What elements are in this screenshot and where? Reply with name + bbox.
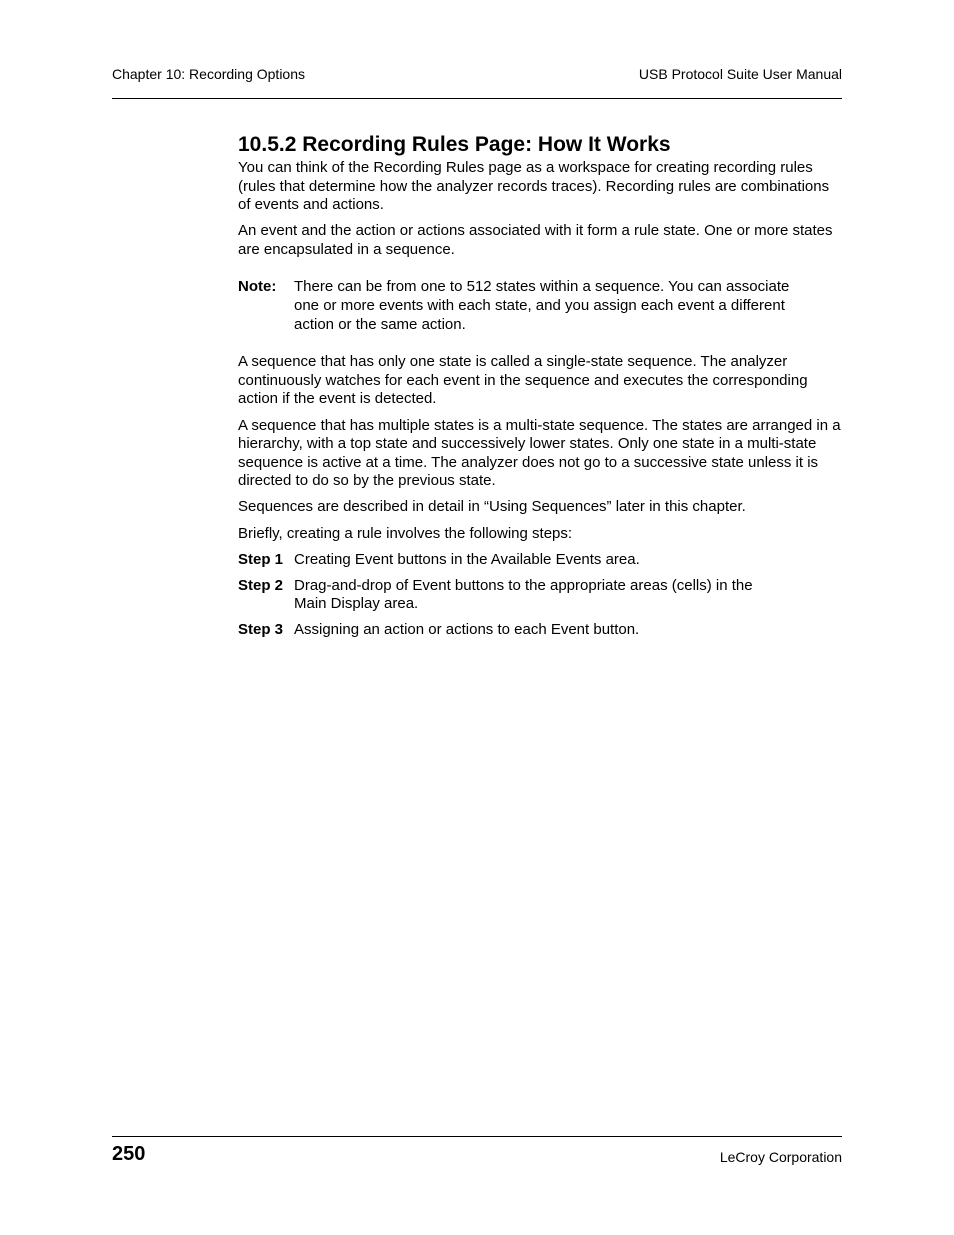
step-item [238, 577, 842, 614]
paragraph: An event and the action or actions associated with it form a rule state. One or more states are encapsulated in a sequence. [238, 222, 833, 258]
page-content [238, 132, 842, 647]
manual-title: USB Protocol Suite User Manual [638, 66, 842, 82]
note-block [238, 278, 842, 334]
header-divider [112, 98, 842, 99]
step-text: Drag-and-drop of Event buttons to the appropriate areas (cells) in the Main Display area. [294, 576, 753, 613]
step-label: Step 2 [238, 576, 284, 594]
note-label: Note: [238, 278, 277, 296]
paragraph: Sequences are described in detail in “Using Sequences” later in this chapter. [238, 498, 746, 516]
running-header [112, 66, 842, 84]
company-name: LeCroy Corporation [719, 1149, 842, 1165]
step-text: Assigning an action or actions to each Event button. [294, 621, 640, 639]
running-footer [112, 1143, 842, 1169]
step-label: Step 3 [238, 621, 284, 639]
paragraph: You can think of the Recording Rules page as a workspace for creating recording rules (rules that determine how the analyzer records traces). Recording rules are combinations of events and actions. [238, 159, 830, 214]
paragraph: A sequence that has multiple states is a multi-state sequence. The states are arranged in a hierarchy, with a top state and successively lower states. Only one state in a multi-state sequence is active at a time. The analyzer does not go to a successive state unless it is directed to do so by the previous state. [238, 416, 841, 490]
paragraph: Briefly, creating a rule involves the following steps: [238, 524, 573, 542]
page-number: 250 [112, 1143, 146, 1165]
section-title: 10.5.2 Recording Rules Page: How It Works [238, 133, 671, 156]
step-label: Step 1 [238, 550, 284, 568]
paragraph: A sequence that has only one state is called a single-state sequence. The analyzer continuously watches for each event in the sequence and executes the corresponding action if the event is detected. [238, 353, 808, 408]
note-text: There can be from one to 512 states within a sequence. You can associate one or more events with each state, and you assign each event a different action or the same action. [294, 278, 790, 333]
step-text: Creating Event buttons in the Available Events area. [294, 550, 640, 568]
step-item [238, 621, 842, 640]
step-item [238, 551, 842, 570]
footer-divider [112, 1136, 842, 1137]
chapter-title: Chapter 10: Recording Options [112, 66, 305, 82]
